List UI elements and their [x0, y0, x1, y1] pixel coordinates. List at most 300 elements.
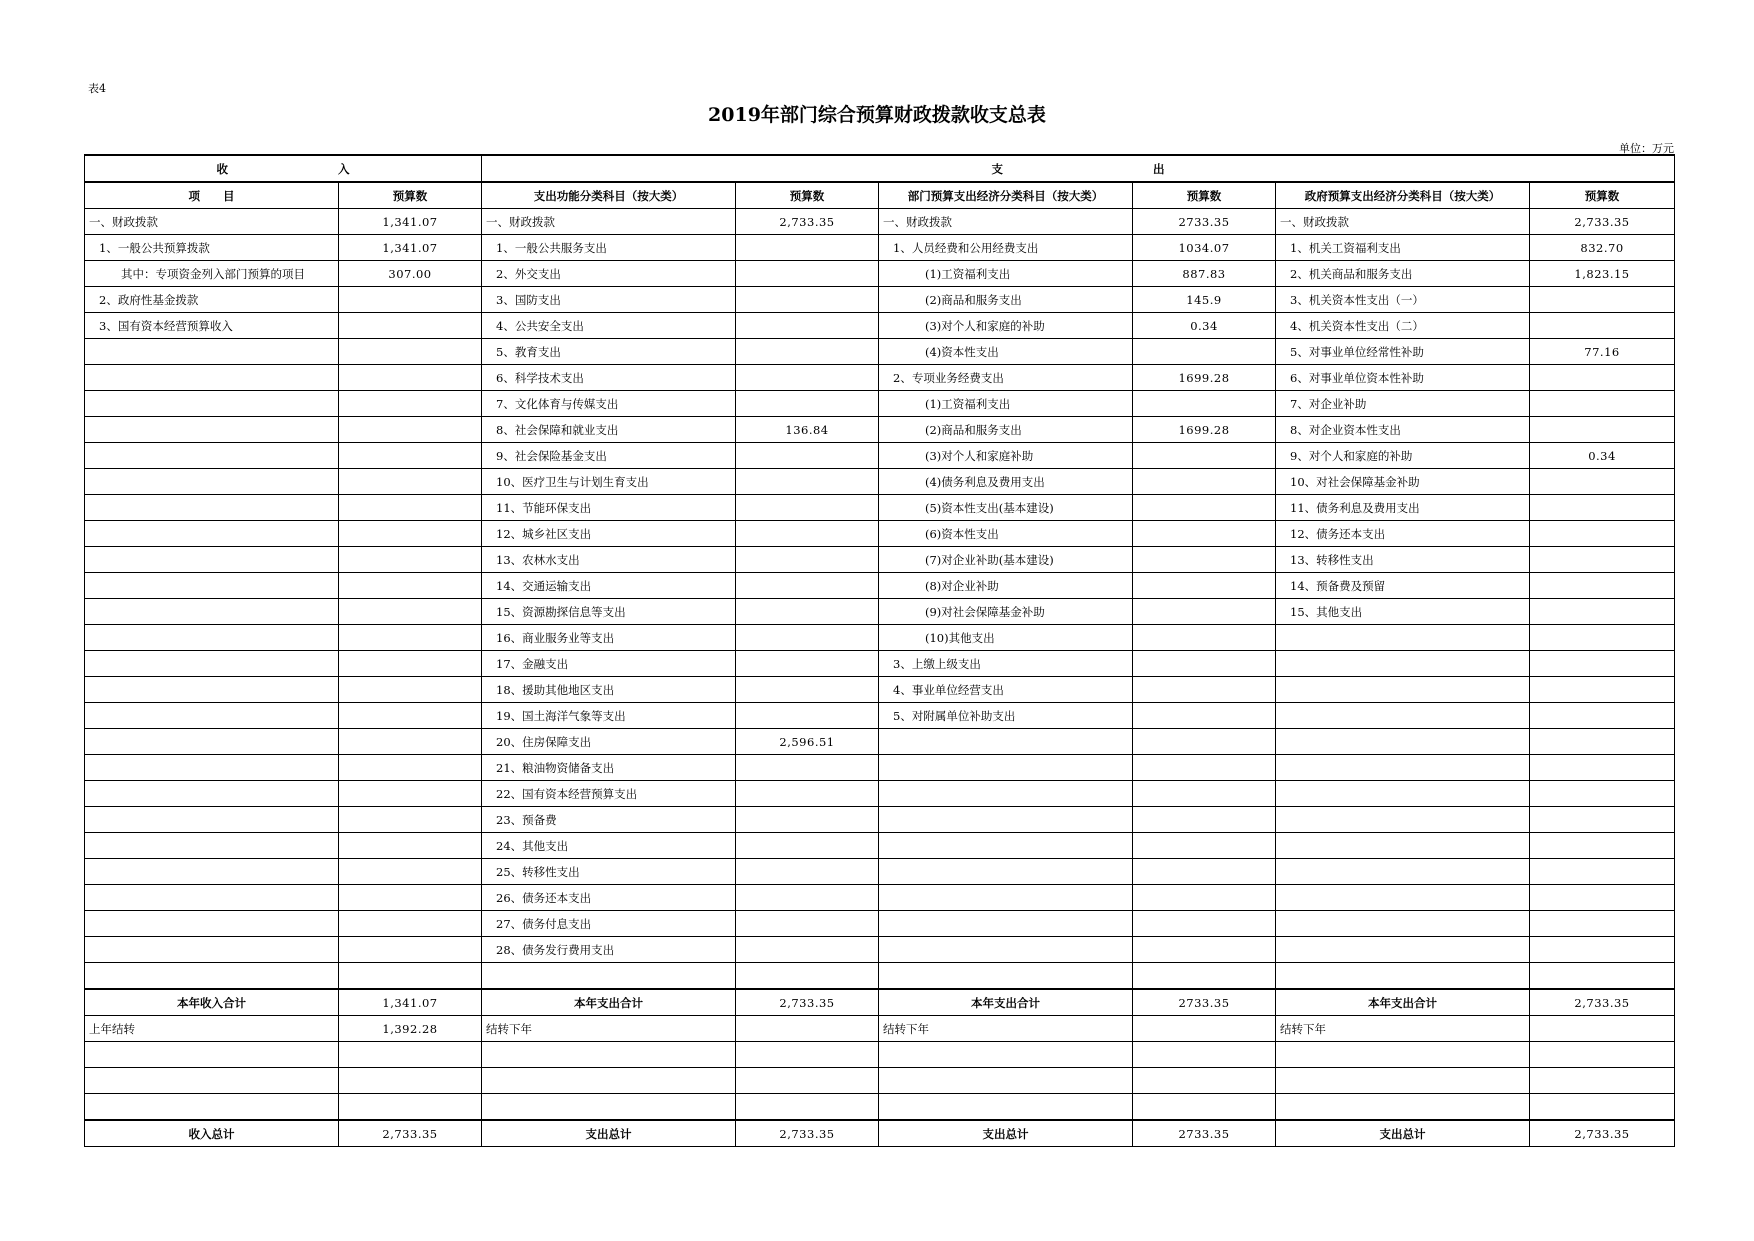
label-cell — [879, 963, 1133, 990]
table-row — [85, 911, 1675, 937]
amount-cell — [339, 677, 482, 703]
amount-cell — [1530, 729, 1675, 755]
label-cell: 1、机关工资福利支出 — [1276, 235, 1530, 261]
amount-cell — [736, 651, 879, 677]
label-cell: 13、转移性支出 — [1276, 547, 1530, 573]
unit-label: 单位：万元 — [1619, 142, 1674, 155]
amount-cell — [1133, 599, 1276, 625]
label-cell: 1、一般公共服务支出 — [482, 235, 736, 261]
label-cell — [85, 417, 339, 443]
label-cell — [1276, 1068, 1530, 1094]
label-cell: 5、对事业单位经常性补助 — [1276, 339, 1530, 365]
amount-cell — [339, 521, 482, 547]
amount-cell — [736, 833, 879, 859]
label-cell: 19、国土海洋气象等支出 — [482, 703, 736, 729]
label-cell: 1、一般公共预算拨款 — [85, 235, 339, 261]
table-row — [85, 235, 1675, 261]
amount-cell — [339, 781, 482, 807]
amount-cell — [736, 885, 879, 911]
amount-cell — [736, 261, 879, 287]
amount-cell — [1530, 859, 1675, 885]
amount-cell — [736, 1016, 879, 1042]
label-cell: 1、人员经费和公用经费支出 — [879, 235, 1133, 261]
table-row — [85, 495, 1675, 521]
amount-cell — [736, 937, 879, 963]
amount-cell: 2733.35 — [1133, 209, 1276, 235]
amount-cell — [1133, 547, 1276, 573]
label-cell — [85, 807, 339, 833]
label-cell: (6)资本性支出 — [879, 521, 1133, 547]
label-cell: (4)资本性支出 — [879, 339, 1133, 365]
label-cell: 8、对企业资本性支出 — [1276, 417, 1530, 443]
amount-cell — [736, 807, 879, 833]
label-cell: 一、财政拨款 — [879, 209, 1133, 235]
label-cell — [879, 885, 1133, 911]
amount-cell: 832.70 — [1530, 235, 1675, 261]
label-cell: 21、粮油物资储备支出 — [482, 755, 736, 781]
amount-cell — [1530, 781, 1675, 807]
table-row — [85, 209, 1675, 235]
table-row — [85, 963, 1675, 990]
amount-cell: 1699.28 — [1133, 417, 1276, 443]
amount-cell — [736, 677, 879, 703]
amount-cell — [1530, 963, 1675, 990]
label-cell — [85, 781, 339, 807]
table-row — [85, 339, 1675, 365]
amount-cell — [736, 443, 879, 469]
label-cell: 3、国有资本经营预算收入 — [85, 313, 339, 339]
amount-cell — [1133, 729, 1276, 755]
amount-cell — [1530, 833, 1675, 859]
label-cell: 2、外交支出 — [482, 261, 736, 287]
table-row — [85, 547, 1675, 573]
col-header-func: 支出功能分类科目（按大类） — [482, 182, 736, 209]
table-row — [85, 573, 1675, 599]
amount-cell — [1530, 755, 1675, 781]
label-cell — [85, 443, 339, 469]
column-header-row — [85, 182, 1675, 209]
amount-cell: 2,733.35 — [736, 209, 879, 235]
label-cell: 6、科学技术支出 — [482, 365, 736, 391]
label-cell — [85, 469, 339, 495]
amount-cell — [339, 937, 482, 963]
label-cell — [879, 911, 1133, 937]
label-cell: 11、债务利息及费用支出 — [1276, 495, 1530, 521]
amount-cell: 2,733.35 — [1530, 1120, 1675, 1147]
amount-cell: 2733.35 — [1133, 1120, 1276, 1147]
table-row — [85, 885, 1675, 911]
amount-cell — [339, 729, 482, 755]
amount-cell — [339, 443, 482, 469]
label-cell: 10、对社会保障基金补助 — [1276, 469, 1530, 495]
label-cell — [1276, 729, 1530, 755]
amount-cell: 2,733.35 — [736, 989, 879, 1016]
amount-cell — [1530, 1068, 1675, 1094]
amount-cell: 2,733.35 — [339, 1120, 482, 1147]
label-cell: 本年支出合计 — [1276, 989, 1530, 1016]
amount-cell — [339, 859, 482, 885]
amount-cell — [339, 807, 482, 833]
amount-cell — [736, 495, 879, 521]
amount-cell — [339, 547, 482, 573]
label-cell — [879, 729, 1133, 755]
amount-cell — [1133, 521, 1276, 547]
amount-cell — [736, 781, 879, 807]
table-row — [85, 521, 1675, 547]
label-cell: (8)对企业补助 — [879, 573, 1133, 599]
label-cell: 14、预备费及预留 — [1276, 573, 1530, 599]
label-cell: 12、城乡社区支出 — [482, 521, 736, 547]
label-cell — [85, 859, 339, 885]
amount-cell — [1133, 651, 1276, 677]
label-cell: 结转下年 — [482, 1016, 736, 1042]
label-cell — [1276, 963, 1530, 990]
label-cell: (7)对企业补助(基本建设) — [879, 547, 1133, 573]
label-cell: 本年收入合计 — [85, 989, 339, 1016]
amount-cell — [1133, 1016, 1276, 1042]
amount-cell — [339, 469, 482, 495]
group-header-row — [85, 155, 1675, 182]
label-cell: 13、农林水支出 — [482, 547, 736, 573]
amount-cell — [339, 1042, 482, 1068]
amount-cell — [736, 755, 879, 781]
label-cell — [1276, 755, 1530, 781]
label-cell — [85, 755, 339, 781]
label-cell — [482, 1042, 736, 1068]
blank-row — [85, 1042, 1675, 1068]
label-cell: 22、国有资本经营预算支出 — [482, 781, 736, 807]
label-cell: 支出总计 — [879, 1120, 1133, 1147]
label-cell: 4、公共安全支出 — [482, 313, 736, 339]
label-cell — [85, 937, 339, 963]
amount-cell — [1133, 1042, 1276, 1068]
amount-cell — [339, 287, 482, 313]
label-cell: 5、教育支出 — [482, 339, 736, 365]
label-cell: (1)工资福利支出 — [879, 391, 1133, 417]
amount-cell — [1133, 833, 1276, 859]
amount-cell — [339, 885, 482, 911]
amount-cell — [736, 599, 879, 625]
amount-cell — [339, 703, 482, 729]
amount-cell: 1,341.07 — [339, 209, 482, 235]
label-cell — [85, 573, 339, 599]
label-cell: (2)商品和服务支出 — [879, 417, 1133, 443]
amount-cell — [1530, 365, 1675, 391]
amount-cell — [1133, 859, 1276, 885]
label-cell: 3、机关资本性支出（一） — [1276, 287, 1530, 313]
label-cell — [85, 1042, 339, 1068]
amount-cell — [1133, 573, 1276, 599]
amount-cell — [1530, 547, 1675, 573]
label-cell — [85, 677, 339, 703]
label-cell: 2、政府性基金拨款 — [85, 287, 339, 313]
amount-cell — [1530, 885, 1675, 911]
amount-cell: 1,341.07 — [339, 235, 482, 261]
label-cell: (5)资本性支出(基本建设) — [879, 495, 1133, 521]
label-cell — [85, 1094, 339, 1121]
amount-cell — [1530, 469, 1675, 495]
label-cell: 一、财政拨款 — [482, 209, 736, 235]
col-header-amount: 预算数 — [736, 182, 879, 209]
label-cell: 18、援助其他地区支出 — [482, 677, 736, 703]
label-cell: 4、机关资本性支出（二） — [1276, 313, 1530, 339]
label-cell: 28、债务发行费用支出 — [482, 937, 736, 963]
amount-cell: 136.84 — [736, 417, 879, 443]
amount-cell — [1530, 1094, 1675, 1121]
col-header-gov-econ: 政府预算支出经济分类科目（按大类） — [1276, 182, 1530, 209]
amount-cell — [339, 833, 482, 859]
amount-cell — [1530, 1042, 1675, 1068]
subtotal-row — [85, 989, 1675, 1016]
col-header-amount: 预算数 — [339, 182, 482, 209]
amount-cell — [736, 1042, 879, 1068]
table-row — [85, 807, 1675, 833]
amount-cell — [1530, 1016, 1675, 1042]
amount-cell: 2,596.51 — [736, 729, 879, 755]
label-cell: 12、债务还本支出 — [1276, 521, 1530, 547]
amount-cell — [1133, 677, 1276, 703]
amount-cell — [339, 755, 482, 781]
amount-cell — [1530, 937, 1675, 963]
label-cell — [85, 885, 339, 911]
label-cell — [1276, 625, 1530, 651]
amount-cell — [736, 911, 879, 937]
page-title: 2019年部门综合预算财政拨款收支总表 — [708, 104, 1046, 126]
amount-cell — [339, 625, 482, 651]
label-cell — [85, 625, 339, 651]
col-header-amount: 预算数 — [1530, 182, 1675, 209]
amount-cell — [736, 963, 879, 990]
table-row — [85, 287, 1675, 313]
label-cell: 5、对附属单位补助支出 — [879, 703, 1133, 729]
label-cell: 20、住房保障支出 — [482, 729, 736, 755]
label-cell — [1276, 781, 1530, 807]
amount-cell — [1133, 339, 1276, 365]
label-cell: 8、社会保障和就业支出 — [482, 417, 736, 443]
label-cell: (9)对社会保障基金补助 — [879, 599, 1133, 625]
label-cell — [879, 1094, 1133, 1121]
amount-cell — [1530, 287, 1675, 313]
amount-cell — [736, 365, 879, 391]
amount-cell — [1530, 677, 1675, 703]
label-cell — [85, 1068, 339, 1094]
label-cell — [85, 521, 339, 547]
amount-cell: 145.9 — [1133, 287, 1276, 313]
label-cell — [85, 651, 339, 677]
amount-cell — [1530, 703, 1675, 729]
label-cell: 收入总计 — [85, 1120, 339, 1147]
total-row — [85, 1120, 1675, 1147]
label-cell — [1276, 1094, 1530, 1121]
amount-cell — [736, 339, 879, 365]
amount-cell — [1133, 963, 1276, 990]
amount-cell: 0.34 — [1530, 443, 1675, 469]
table-row — [85, 703, 1675, 729]
label-cell: 27、债务付息支出 — [482, 911, 736, 937]
expense-group-header: 支 出 — [482, 155, 1675, 182]
label-cell — [879, 1042, 1133, 1068]
label-cell: 7、对企业补助 — [1276, 391, 1530, 417]
label-cell: 4、事业单位经营支出 — [879, 677, 1133, 703]
label-cell — [879, 781, 1133, 807]
label-cell: 结转下年 — [879, 1016, 1133, 1042]
amount-cell — [1133, 755, 1276, 781]
amount-cell — [339, 1094, 482, 1121]
label-cell — [85, 547, 339, 573]
amount-cell — [736, 391, 879, 417]
label-cell: 10、医疗卫生与计划生育支出 — [482, 469, 736, 495]
amount-cell: 2,733.35 — [736, 1120, 879, 1147]
label-cell: 一、财政拨款 — [1276, 209, 1530, 235]
amount-cell — [1133, 391, 1276, 417]
amount-cell: 307.00 — [339, 261, 482, 287]
label-cell: 7、文化体育与传媒支出 — [482, 391, 736, 417]
table-row — [85, 651, 1675, 677]
label-cell: 14、交通运输支出 — [482, 573, 736, 599]
amount-cell — [339, 417, 482, 443]
amount-cell — [1530, 625, 1675, 651]
label-cell — [85, 365, 339, 391]
budget-table — [84, 154, 1675, 1147]
label-cell: 24、其他支出 — [482, 833, 736, 859]
label-cell — [1276, 807, 1530, 833]
label-cell: 支出总计 — [1276, 1120, 1530, 1147]
label-cell: 17、金融支出 — [482, 651, 736, 677]
amount-cell: 77.16 — [1530, 339, 1675, 365]
table-row — [85, 417, 1675, 443]
table-row — [85, 859, 1675, 885]
amount-cell: 1,341.07 — [339, 989, 482, 1016]
amount-cell: 1034.07 — [1133, 235, 1276, 261]
label-cell — [85, 599, 339, 625]
label-cell — [879, 937, 1133, 963]
amount-cell — [1133, 625, 1276, 651]
amount-cell — [339, 495, 482, 521]
amount-cell — [736, 469, 879, 495]
col-header-dept-econ: 部门预算支出经济分类科目（按大类） — [879, 182, 1133, 209]
label-cell: (1)工资福利支出 — [879, 261, 1133, 287]
label-cell: 3、国防支出 — [482, 287, 736, 313]
amount-cell: 1,823.15 — [1530, 261, 1675, 287]
amount-cell — [736, 1094, 879, 1121]
label-cell: 3、上缴上级支出 — [879, 651, 1133, 677]
label-cell — [482, 1094, 736, 1121]
amount-cell: 2733.35 — [1133, 989, 1276, 1016]
table-row — [85, 625, 1675, 651]
label-cell — [1276, 677, 1530, 703]
income-group-header: 收 入 — [85, 155, 482, 182]
amount-cell — [1133, 469, 1276, 495]
amount-cell — [736, 625, 879, 651]
table-row — [85, 469, 1675, 495]
label-cell — [85, 391, 339, 417]
amount-cell — [339, 573, 482, 599]
amount-cell — [1133, 937, 1276, 963]
amount-cell — [736, 703, 879, 729]
table-row — [85, 755, 1675, 781]
amount-cell — [1133, 911, 1276, 937]
amount-cell — [1530, 911, 1675, 937]
label-cell — [85, 729, 339, 755]
amount-cell — [1530, 573, 1675, 599]
label-cell — [879, 833, 1133, 859]
label-cell: 9、社会保险基金支出 — [482, 443, 736, 469]
col-header-item: 项 目 — [85, 182, 339, 209]
label-cell — [1276, 833, 1530, 859]
table-row — [85, 599, 1675, 625]
amount-cell — [736, 859, 879, 885]
label-cell — [85, 339, 339, 365]
table-row — [85, 443, 1675, 469]
amount-cell — [736, 547, 879, 573]
label-cell: 结转下年 — [1276, 1016, 1530, 1042]
amount-cell — [339, 313, 482, 339]
label-cell — [879, 1068, 1133, 1094]
label-cell — [85, 963, 339, 990]
amount-cell — [1530, 599, 1675, 625]
label-cell: (3)对个人和家庭的补助 — [879, 313, 1133, 339]
table-row — [85, 781, 1675, 807]
table-row — [85, 261, 1675, 287]
label-cell: 11、节能环保支出 — [482, 495, 736, 521]
amount-cell: 2,733.35 — [1530, 209, 1675, 235]
label-cell: 上年结转 — [85, 1016, 339, 1042]
amount-cell — [736, 313, 879, 339]
amount-cell: 887.83 — [1133, 261, 1276, 287]
amount-cell — [1530, 807, 1675, 833]
label-cell — [879, 859, 1133, 885]
amount-cell — [339, 963, 482, 990]
label-cell: 2、专项业务经费支出 — [879, 365, 1133, 391]
carryover-row — [85, 1016, 1675, 1042]
label-cell: 6、对事业单位资本性补助 — [1276, 365, 1530, 391]
label-cell: 26、债务还本支出 — [482, 885, 736, 911]
table-row — [85, 365, 1675, 391]
blank-row — [85, 1094, 1675, 1121]
amount-cell — [339, 365, 482, 391]
label-cell: 15、其他支出 — [1276, 599, 1530, 625]
amount-cell — [1133, 703, 1276, 729]
amount-cell — [339, 651, 482, 677]
table-row — [85, 937, 1675, 963]
amount-cell — [339, 1068, 482, 1094]
label-cell: (4)债务利息及费用支出 — [879, 469, 1133, 495]
amount-cell — [736, 287, 879, 313]
amount-cell — [1133, 781, 1276, 807]
label-cell — [85, 833, 339, 859]
amount-cell — [736, 521, 879, 547]
label-cell — [1276, 937, 1530, 963]
blank-row — [85, 1068, 1675, 1094]
label-cell: 15、资源勘探信息等支出 — [482, 599, 736, 625]
label-cell: 2、机关商品和服务支出 — [1276, 261, 1530, 287]
label-cell — [85, 703, 339, 729]
label-cell — [1276, 1042, 1530, 1068]
amount-cell — [736, 1068, 879, 1094]
label-cell: 一、财政拨款 — [85, 209, 339, 235]
label-cell — [1276, 703, 1530, 729]
amount-cell — [339, 911, 482, 937]
amount-cell — [1133, 885, 1276, 911]
table-row — [85, 313, 1675, 339]
amount-cell — [1530, 521, 1675, 547]
table-row — [85, 833, 1675, 859]
label-cell — [1276, 859, 1530, 885]
amount-cell: 0.34 — [1133, 313, 1276, 339]
label-cell: (2)商品和服务支出 — [879, 287, 1133, 313]
label-cell: (3)对个人和家庭补助 — [879, 443, 1133, 469]
amount-cell — [1530, 391, 1675, 417]
